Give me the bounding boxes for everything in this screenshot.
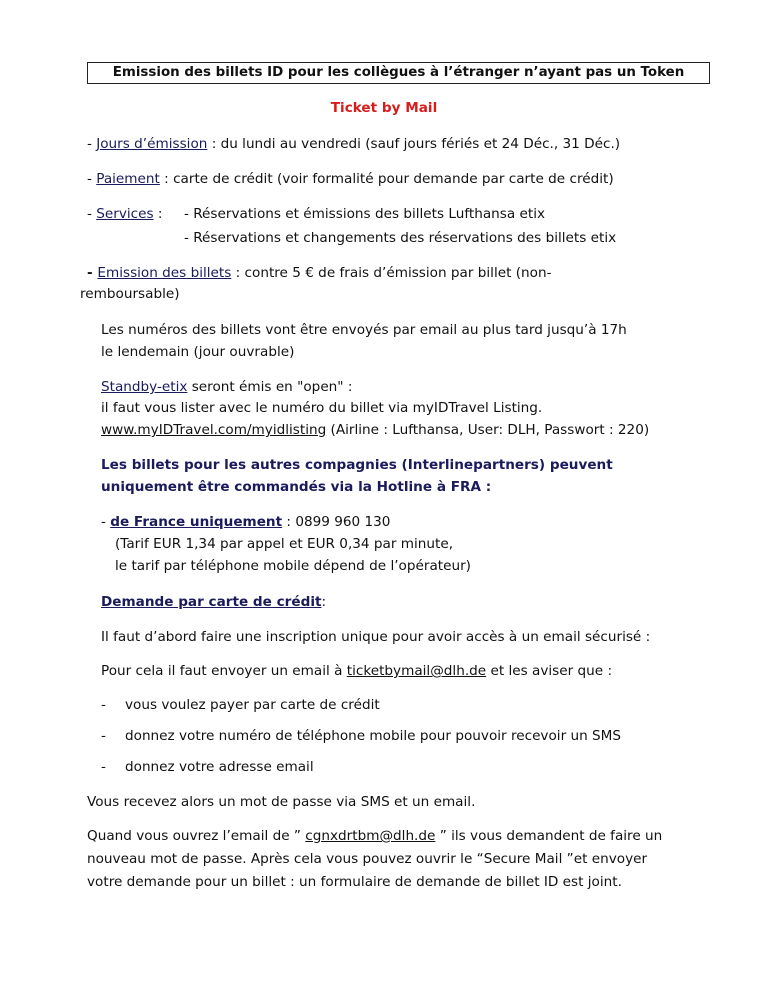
bullet-dash: - <box>101 728 106 744</box>
services-dash: - <box>87 206 97 222</box>
demande-label: Demande par carte de crédit <box>101 594 322 610</box>
standby-link-line <box>101 421 649 439</box>
subtitle: Ticket by Mail <box>330 100 438 116</box>
demande-line-2-pre: Pour cela il faut envoyer un email à <box>101 663 347 679</box>
demande-line-2 <box>101 662 612 680</box>
services-label: Services <box>96 206 154 222</box>
paiement-text: : carte de crédit (voir formalité pour demande par carte de crédit) <box>159 171 614 187</box>
autres-line-1: Les billets pour les autres compagnies (Interlinepartners) peuvent <box>101 457 613 473</box>
services-item-1: - Réservations et émissions des billets Lufthansa etix <box>184 206 546 222</box>
jours-line <box>87 135 620 153</box>
emission-line-2: remboursable) <box>80 286 180 302</box>
france-label: de France uniquement <box>110 514 283 530</box>
final-line-2 <box>87 827 662 845</box>
final-line-2-pre: Quand vous ouvrez l’email de ” <box>87 828 306 844</box>
france-line-2: (Tarif EUR 1,34 par appel et EUR 0,34 par minute, <box>115 536 454 552</box>
bullet-item-2: donnez votre numéro de téléphone mobile pour pouvoir recevoir un SMS <box>125 728 622 744</box>
emission-line <box>87 264 552 282</box>
bullet-dash: - <box>101 697 106 713</box>
emission-dash: - <box>87 265 98 281</box>
document-title: Emission des billets ID pour les collègues à l’étranger n’ayant pas un Token <box>87 62 710 84</box>
emission-label: Emission des billets <box>97 265 232 281</box>
demande-heading <box>101 593 326 611</box>
services-item-2: - Réservations et changements des réservations des billets etix <box>184 230 617 246</box>
myidlisting-link[interactable]: www.myIDTravel.com/myidlisting <box>101 422 327 438</box>
bullet-item-3: donnez votre adresse email <box>125 759 314 775</box>
standby-text: seront émis en "open" : <box>187 379 353 395</box>
paiement-dash: - <box>87 171 97 187</box>
final-line-1: Vous recevez alors un mot de passe via SMS et un email. <box>87 794 476 810</box>
france-dash: - <box>101 514 111 530</box>
bullet-item-1: vous voulez payer par carte de crédit <box>125 697 380 713</box>
demande-line-2-post: et les aviser que : <box>486 663 613 679</box>
france-line-3: le tarif par téléphone mobile dépend de l’opérateur) <box>115 558 471 574</box>
ticketbymail-email-link[interactable]: ticketbymail@dlh.de <box>346 663 487 679</box>
paiement-label: Paiement <box>96 171 160 187</box>
standby-link-text: (Airline : Lufthansa, User: DLH, Passwort : 220) <box>326 422 650 438</box>
final-line-4: votre demande pour un billet : un formulaire de demande de billet ID est joint. <box>87 874 622 890</box>
paiement-line <box>87 170 614 188</box>
france-text: : 0899 960 130 <box>282 514 391 530</box>
cgnxdrtbm-email-link[interactable]: cgnxdrtbm@dlh.de <box>305 828 436 844</box>
numeros-line-1: Les numéros des billets vont être envoyés par email au plus tard jusqu’à 17h <box>101 322 627 338</box>
services-colon: : <box>153 206 163 222</box>
emission-text: : contre 5 € de frais d’émission par billet (non- <box>231 265 552 281</box>
jours-dash: - <box>87 136 97 152</box>
standby-label: Standby-etix <box>101 379 188 395</box>
services-line <box>87 205 162 223</box>
jours-label: Jours d’émission <box>96 136 208 152</box>
jours-text: : du lundi au vendredi (sauf jours fériés et 24 Déc., 31 Déc.) <box>207 136 621 152</box>
standby-line <box>101 378 352 396</box>
demande-colon: : <box>321 594 327 610</box>
bullet-dash: - <box>101 759 106 775</box>
autres-line-2: uniquement être commandés via la Hotline à FRA : <box>101 479 492 495</box>
standby-line-2: il faut vous lister avec le numéro du billet via myIDTravel Listing. <box>101 400 543 416</box>
final-line-3: nouveau mot de passe. Après cela vous pouvez ouvrir le “Secure Mail ”et envoyer <box>87 851 648 867</box>
demande-line-1: Il faut d’abord faire une inscription unique pour avoir accès à un email sécurisé : <box>101 629 651 645</box>
france-line <box>101 513 390 531</box>
final-line-2-post: ” ils vous demandent de faire un <box>435 828 663 844</box>
numeros-line-2: le lendemain (jour ouvrable) <box>101 344 295 360</box>
